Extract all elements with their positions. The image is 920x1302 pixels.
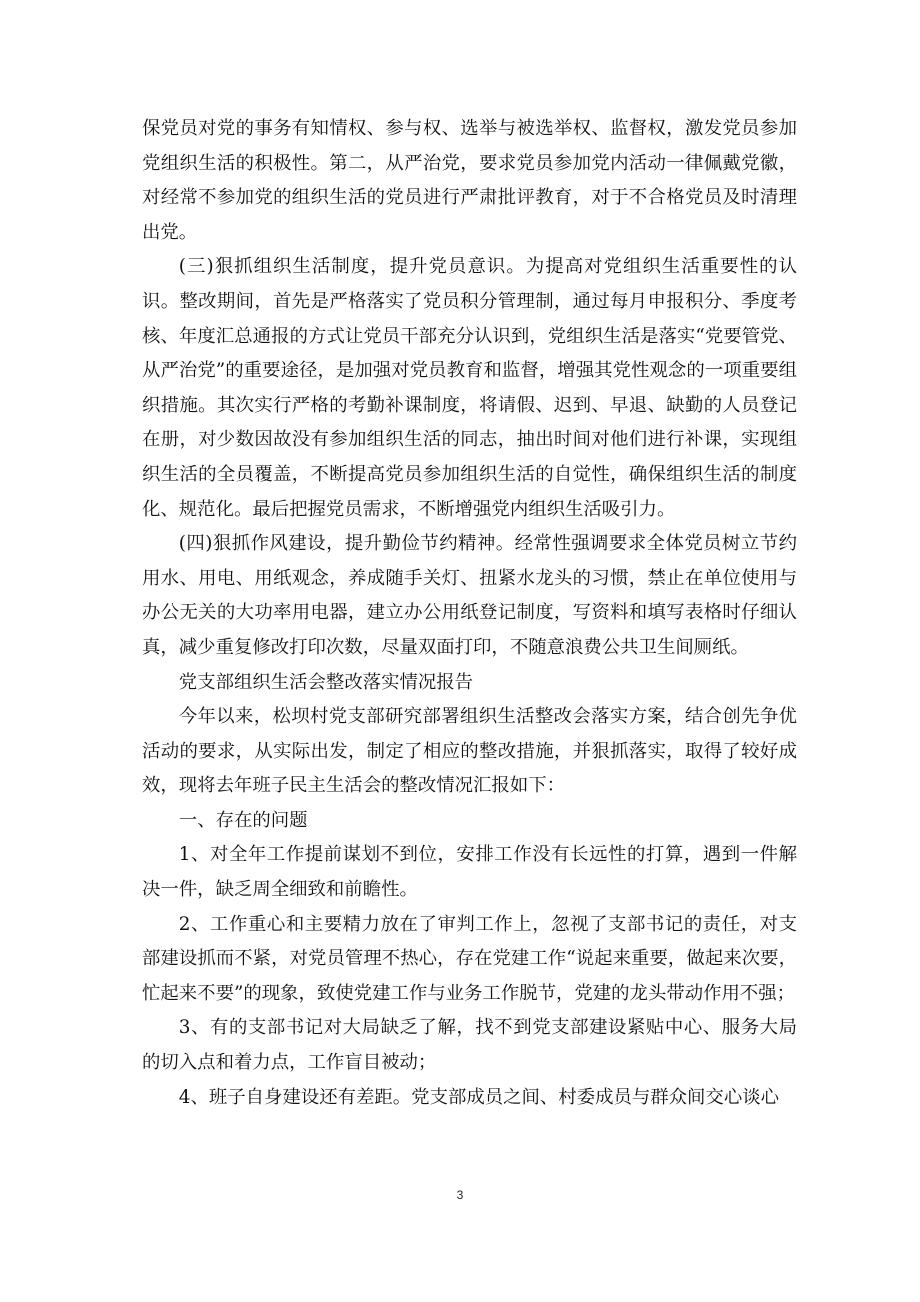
problem-item-3: 3、有的支部书记对大局缺乏了解，找不到党支部建设紧贴中心、服务大局的切入点和着力点，工作盲目被动； (142, 1017, 797, 1074)
document-body (142, 112, 797, 1115)
paragraph-continued: 保党员对党的事务有知情权、参与权、选举与被选举权、监督权，激发党员参加党组织生活的积极性。第二，从严治党，要求党员参加党内活动一律佩戴党徽，对经常不参加党的组织生活的党员进行严肃批评教育，对于不合格党员及时清理出党。 (142, 118, 797, 243)
paragraph-section-three: (三)狠抓组织生活制度，提升党员意识。为提高对党组织生活重要性的认识。整改期间，首先是严格落实了党员积分管理制，通过每月申报积分、季度考核、年度汇总通报的方式让党员干部充分认识到，党组织生活是落实“党要管党、从严治党”的重要途径，是加强对党员教育和监督，增强其党性观念的一项重要组织措施。其次实行严格的考勤补课制度，将请假、迟到、早退、缺勤的人员登记在册，对少数因故没有参加组织生活的同志，抽出时间对他们进行补课，实现组织生活的全员覆盖，不断提高党员参加组织生活的自觉性，确保组织生活的制度化、规范化。最后把握党员需求，不断增强党内组织生活吸引力。 (142, 256, 797, 520)
heading-existing-problems: 一、存在的问题 (178, 809, 308, 831)
report-title: 党支部组织生活会整改落实情况报告 (178, 671, 474, 693)
problem-item-1: 1、对全年工作提前谋划不到位，安排工作没有长远性的打算，遇到一件解决一件，缺乏周全细致和前瞻性。 (142, 844, 797, 901)
problem-item-4: 4、班子自身建设还有差距。党支部成员之间、村委成员与群众间交心谈心 (178, 1086, 779, 1108)
paragraph-section-four: (四)狠抓作风建设，提升勤俭节约精神。经常性强调要求全体党员树立节约用水、用电、用纸观念，养成随手关灯、扭紧水龙头的习惯，禁止在单位使用与办公无关的大功率用电器，建立办公用纸登记制度，写资料和填写表格时仔细认真，减少重复修改打印次数，尽量双面打印，不随意浪费公共卫生间厕纸。 (142, 533, 797, 658)
problem-item-2: 2、工作重心和主要精力放在了审判工作上，忽视了支部书记的责任，对支部建设抓而不紧，对党员管理不热心，存在党建工作“说起来重要，做起来次要，忙起来不要”的现象，致使党建工作与业务工作脱节，党建的龙头带动作用不强； (142, 913, 797, 1004)
paragraph-intro: 今年以来，松坝村党支部研究部署组织生活整改会落实方案，结合创先争优活动的要求，从实际出发，制定了相应的整改措施，并狠抓落实，取得了较好成效，现将去年班子民主生活会的整改情况汇报如下： (142, 706, 797, 797)
page-number: 3 (456, 1188, 464, 1202)
